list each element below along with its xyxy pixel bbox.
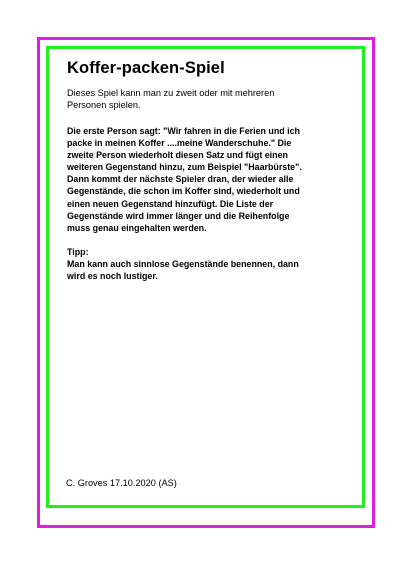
tip-label: Tipp: bbox=[67, 246, 89, 257]
tip-text: Man kann auch sinnlose Gegenstände benennen, dann wird es noch lustiger. bbox=[67, 258, 299, 282]
author-footer: C. Groves 17.10.2020 (AS) bbox=[66, 478, 177, 488]
instructions-paragraph: Die erste Person sagt: "Wir fahren in die Ferien und ich packe in meinen Koffer ....meine Wanderschuhe." Die zweite Person wiederholt diesen Satz und fügt einen weiteren Gegenstand hinzu, zum Beispiel "Haarbürste". Dann kommt der nächste Spieler dran, der wieder alle Gegenstände, die schon im Koffer sind, wiederholt und einen neuen Gegenstand hinzufügt. Die Liste der Gegenstände wird immer länger und die Reihenfolge muss genau eingehalten werden. bbox=[67, 126, 302, 233]
document-title: Koffer-packen-Spiel bbox=[67, 59, 225, 77]
document-content bbox=[67, 58, 312, 282]
intro-paragraph: Dieses Spiel kann man zu zweit oder mit mehreren Personen spielen. bbox=[67, 88, 275, 110]
